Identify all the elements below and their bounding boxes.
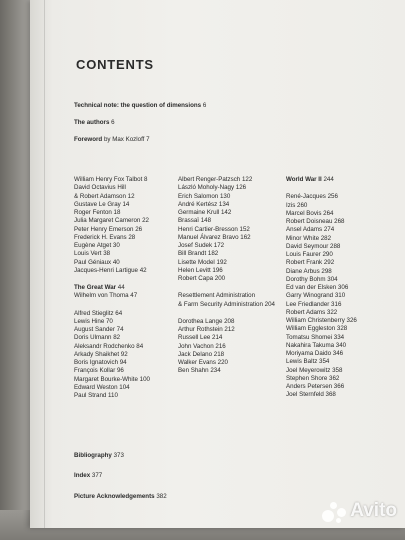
- toc-entry: Moriyama Daido 346: [286, 350, 344, 357]
- toc-entry: John Vachon 216: [178, 342, 226, 350]
- front-matter-title: The authors: [74, 119, 110, 126]
- toc-entry: & Robert Adamson 12: [74, 192, 135, 200]
- toc-entry: Resettlement Administration: [178, 292, 256, 300]
- toc-entry: Robert Capa 200: [178, 275, 226, 282]
- toc-entry: Arkady Shaikhet 92: [74, 350, 128, 358]
- front-matter-item: [74, 102, 206, 110]
- toc-entry: Louis Vert 38: [74, 250, 111, 258]
- toc-entry: Lee Friedlander 316: [286, 300, 342, 308]
- toc-entry: Arthur Rothstein 212: [178, 326, 235, 333]
- toc-entry: Walker Evans 220: [178, 359, 228, 366]
- back-matter-item: [74, 493, 167, 501]
- back-matter-page: 373: [113, 452, 124, 459]
- back-matter-page: 377: [91, 472, 103, 480]
- toc-entry: Dorothea Lange 208: [178, 317, 235, 325]
- section-heading-world-war-ii: [286, 176, 357, 184]
- toc-entry: Germaine Krull 142: [178, 209, 232, 216]
- page-spine-edge: [44, 0, 45, 528]
- toc-entry: Edward Weston 104: [74, 383, 130, 391]
- toc-entry: Jack Delano 218: [178, 350, 225, 358]
- toc-entry: Anders Petersen 366: [286, 383, 345, 390]
- front-matter-title: Foreword: [74, 136, 103, 143]
- back-matter-page: 382: [156, 492, 167, 500]
- toc-entry: Ansel Adams 274: [286, 226, 335, 234]
- contents-column-3: [286, 176, 357, 400]
- toc-entry: Louis Faurer 290: [286, 251, 333, 258]
- front-matter-page: 6: [111, 119, 115, 126]
- background-left: [0, 0, 30, 540]
- toc-entry: Dorothy Bohm 304: [286, 275, 338, 283]
- toc-entry: Margaret Bourke-White 100: [74, 375, 151, 383]
- toc-entry: Doris Ulmann 82: [74, 334, 121, 342]
- toc-entry: Boris Ignatovich 94: [74, 359, 127, 366]
- toc-entry: Henri Cartier-Bresson 152: [178, 225, 250, 233]
- contents-column-1: [74, 176, 150, 400]
- toc-entry: Lewis Baltz 354: [286, 358, 330, 366]
- toc-entry: Robert Adams 322: [286, 308, 338, 316]
- toc-entry: Izis 260: [286, 201, 308, 209]
- toc-entry: & Farm Security Administration 204: [178, 300, 275, 308]
- toc-entry: Joel Sternfeld 368: [286, 391, 336, 399]
- toc-entry: Tomatsu Shomei 334: [286, 333, 345, 341]
- toc-entry: Eugène Atget 30: [74, 242, 120, 249]
- toc-entry: Ed van der Elsken 306: [286, 284, 349, 291]
- back-matter-title: Picture Acknowledgements: [74, 492, 155, 500]
- contents-title: CONTENTS: [76, 57, 154, 72]
- toc-entry: Helen Levitt 196: [178, 266, 223, 274]
- section-title: The Great War: [74, 284, 117, 291]
- toc-entry: Peter Henry Emerson 26: [74, 225, 143, 233]
- toc-entry: Garry Winogrand 310: [286, 292, 346, 300]
- back-matter-title: Bibliography: [74, 452, 112, 459]
- toc-entry: Minor White 282: [286, 234, 332, 242]
- back-matter: [74, 452, 167, 501]
- toc-entry: Nakahira Takuma 340: [286, 341, 347, 349]
- front-matter-item: [74, 136, 206, 144]
- toc-entry: Brassaï 148: [178, 217, 212, 225]
- toc-entry: Paul Géniaux 40: [74, 258, 120, 266]
- watermark-text: Avito: [350, 500, 397, 521]
- contents-column-2: [178, 176, 275, 376]
- toc-entry: August Sander 74: [74, 326, 124, 333]
- toc-entry: Erich Salomon 130: [178, 192, 231, 200]
- front-matter-page: 7: [146, 136, 150, 143]
- toc-entry: Aleksandr Rodchenko 84: [74, 342, 144, 350]
- front-matter: [74, 102, 206, 144]
- toc-entry: Roger Fenton 18: [74, 209, 121, 216]
- toc-entry: Robert Doisneau 268: [286, 218, 345, 225]
- toc-entry: Russell Lee 214: [178, 334, 223, 342]
- toc-entry: Jacques-Henri Lartigue 42: [74, 266, 147, 274]
- toc-entry: Lisette Model 192: [178, 258, 227, 266]
- toc-entry: Manuel Álvarez Bravo 162: [178, 233, 251, 241]
- front-matter-page: 6: [202, 102, 207, 109]
- toc-entry: Stephen Shore 362: [286, 374, 340, 382]
- back-matter-item: [74, 472, 167, 480]
- toc-entry: David Octavius Hill: [74, 184, 126, 192]
- toc-entry: Wilhelm von Thoma 47: [74, 292, 138, 300]
- toc-entry: Josef Sudek 172: [178, 242, 225, 249]
- section-title: World War II: [286, 176, 322, 183]
- back-matter-item: [74, 452, 167, 460]
- avito-dots-logo-icon: [322, 499, 346, 523]
- toc-entry: Lewis Hine 70: [74, 317, 113, 325]
- section-heading-great-war: [74, 284, 150, 292]
- toc-entry: Alfred Stieglitz 64: [74, 309, 123, 317]
- toc-entry: William Christenberry 326: [286, 317, 357, 324]
- section-page: 44: [117, 284, 125, 291]
- toc-entry: Gustave Le Gray 14: [74, 200, 130, 208]
- toc-entry: Ben Shahn 234: [178, 367, 221, 375]
- front-matter-author: by Max Kozloff: [103, 136, 145, 143]
- toc-entry: René-Jacques 256: [286, 193, 338, 201]
- toc-entry: William Eggleston 328: [286, 325, 348, 333]
- toc-entry: Paul Strand 110: [74, 392, 118, 399]
- toc-entry: François Kollar 96: [74, 367, 124, 375]
- back-matter-title: Index: [74, 472, 91, 480]
- toc-entry: David Seymour 288: [286, 242, 341, 250]
- toc-entry: Albert Renger-Patzsch 122: [178, 176, 253, 183]
- toc-entry: Robert Frank 292: [286, 259, 335, 267]
- toc-entry: William Henry Fox Talbot 8: [74, 176, 148, 183]
- toc-entry: Frederick H. Evans 28: [74, 233, 136, 241]
- front-matter-title: Technical note: the question of dimensions: [74, 102, 202, 109]
- toc-entry: László Moholy-Nagy 126: [178, 184, 247, 192]
- avito-watermark: [322, 498, 397, 524]
- toc-entry: Bill Brandt 182: [178, 250, 219, 258]
- toc-entry: Joel Meyerowitz 358: [286, 366, 343, 374]
- toc-entry: Julia Margaret Cameron 22: [74, 217, 149, 225]
- section-page: 244: [323, 176, 334, 183]
- toc-entry: André Kertész 134: [178, 200, 230, 208]
- toc-entry: Diane Arbus 298: [286, 267, 332, 275]
- front-matter-item: [74, 119, 206, 127]
- toc-entry: Marcel Bovis 264: [286, 209, 334, 217]
